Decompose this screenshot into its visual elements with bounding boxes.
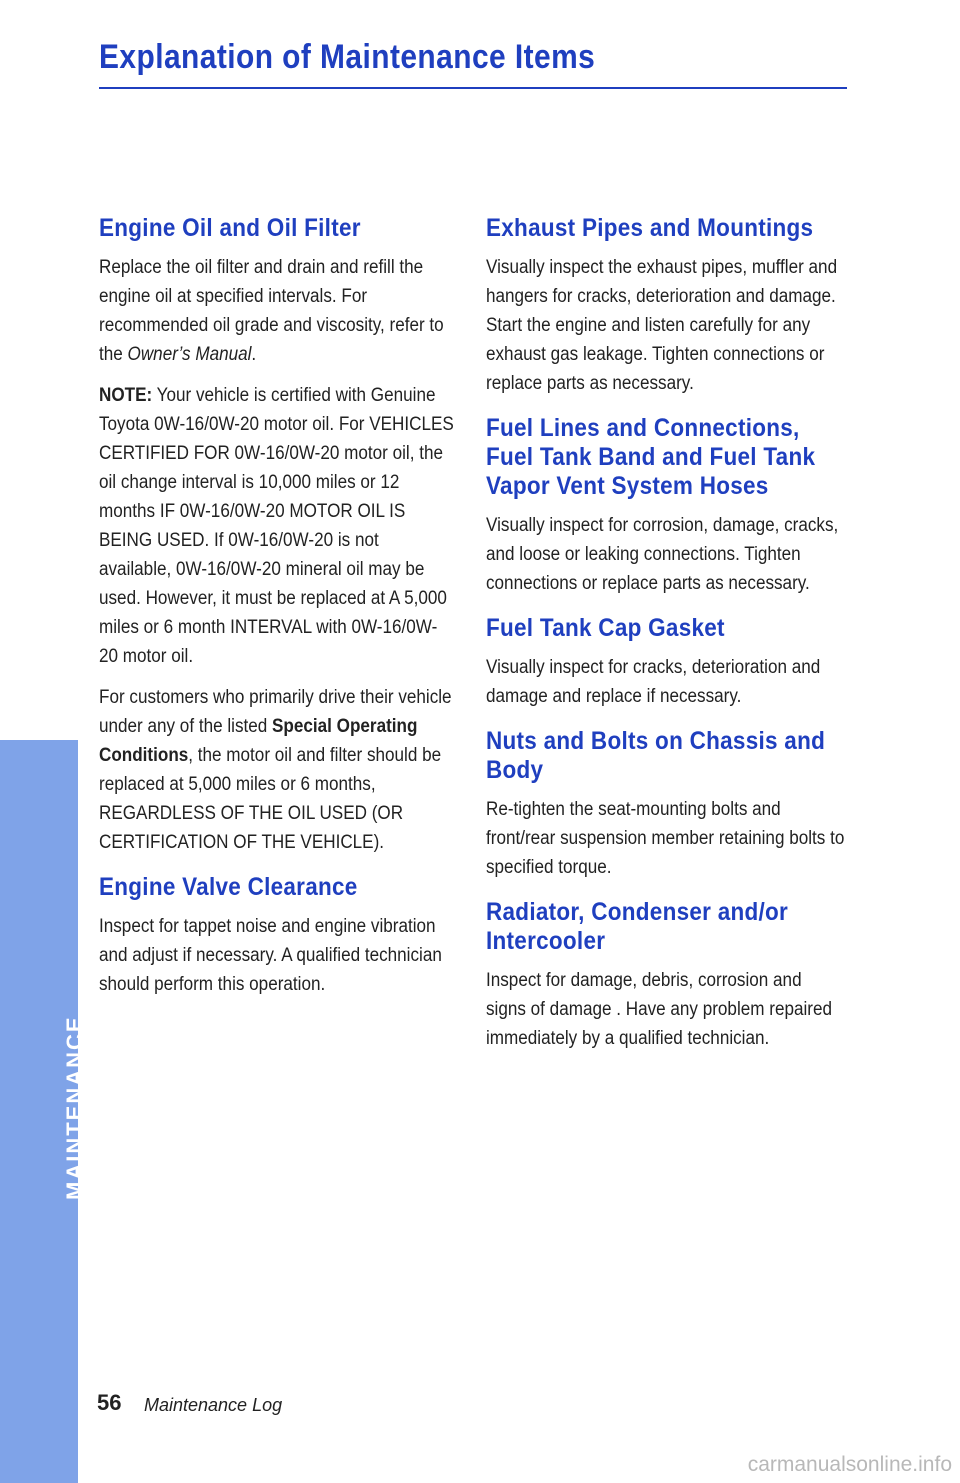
side-tab-text: MAINTENANCE <box>62 1015 87 1200</box>
paragraph-text: For customers who primarily drive their vehicle under any of the listed <box>99 687 452 737</box>
note-paragraph <box>99 381 455 671</box>
section-paragraph <box>99 683 455 857</box>
section-nuts-bolts <box>486 727 846 882</box>
paragraph-text-end: . <box>251 344 257 365</box>
paragraph-text-end: , the motor oil and filter should be replaced at 5,000 miles or 6 months, REGARDLESS OF THE OIL USED (OR CERTIFICATION OF THE VEHICLE). <box>99 745 442 853</box>
note-label: NOTE: <box>99 385 153 406</box>
special-conditions-term: Special Operating Conditions <box>99 716 418 766</box>
paragraph-text: Replace the oil filter and drain and refill the engine oil at specified intervals. For recommended oil grade and viscosity, refer to the <box>99 257 444 365</box>
watermark: carmanualsonline.info <box>747 1453 952 1476</box>
section-radiator <box>486 898 846 1053</box>
section-heading: Engine Valve Clearance <box>99 873 358 901</box>
section-heading: Nuts and Bolts on Chassis and Body <box>486 727 826 784</box>
section-engine-oil <box>99 214 455 857</box>
page-title: Explanation of Maintenance Items <box>99 38 596 76</box>
section-paragraph <box>99 253 455 369</box>
note-text: Your vehicle is certified with Genuine Toyota 0W-16/0W-20 motor oil. For VEHICLES CERTIFIED FOR 0W-16/0W-20 motor oil, the oil change interval is 10,000 miles or 12 months IF 0W-16/0W-20 MOTOR OIL IS BEING USED. If 0W-16/0W-20 is not available, 0W-16/0W-20 mineral oil may be used. However, it must be replaced at A 5,000 miles or 6 month INTERVAL with 0W-16/0W-20 motor oil. <box>99 385 454 667</box>
section-heading: Engine Oil and Oil Filter <box>99 214 361 242</box>
section-heading: Exhaust Pipes and Mountings <box>486 214 814 242</box>
section-valve-clearance <box>99 873 455 999</box>
section-fuel-lines <box>486 414 846 598</box>
section-paragraph: Inspect for damage, debris, corrosion and signs of damage . Have any problem repaired immediately by a qualified technician. <box>486 970 832 1049</box>
section-paragraph: Visually inspect the exhaust pipes, muffler and hangers for cracks, deterioration and damage. Start the engine and listen carefully for any exhaust gas leakage. Tighten connections or replace parts as necessary. <box>486 257 838 394</box>
owners-manual-reference: Owner’s Manual <box>127 344 252 365</box>
section-paragraph: Visually inspect for cracks, deterioration and damage and replace if necessary. <box>486 657 821 707</box>
section-heading: Radiator, Condenser and/or Intercooler <box>486 898 789 955</box>
section-paragraph: Inspect for tappet noise and engine vibration and adjust if necessary. A qualified technician should perform this operation. <box>99 916 442 995</box>
right-column <box>486 214 846 1069</box>
section-heading: Fuel Tank Cap Gasket <box>486 614 725 642</box>
section-exhaust <box>486 214 846 398</box>
section-heading: Fuel Lines and Connections, Fuel Tank Band and Fuel Tank Vapor Vent System Hoses <box>486 414 816 500</box>
page-number: 56 <box>97 1390 122 1415</box>
title-divider <box>99 87 847 89</box>
section-fuel-cap <box>486 614 846 711</box>
section-paragraph: Visually inspect for corrosion, damage, cracks, and loose or leaking connections. Tighten connections or replace parts as necessary. <box>486 515 839 594</box>
section-paragraph: Re-tighten the seat-mounting bolts and front/rear suspension member retaining bolts to specified torque. <box>486 799 845 878</box>
footer-label: Maintenance Log <box>144 1395 283 1415</box>
left-column <box>99 214 455 1015</box>
